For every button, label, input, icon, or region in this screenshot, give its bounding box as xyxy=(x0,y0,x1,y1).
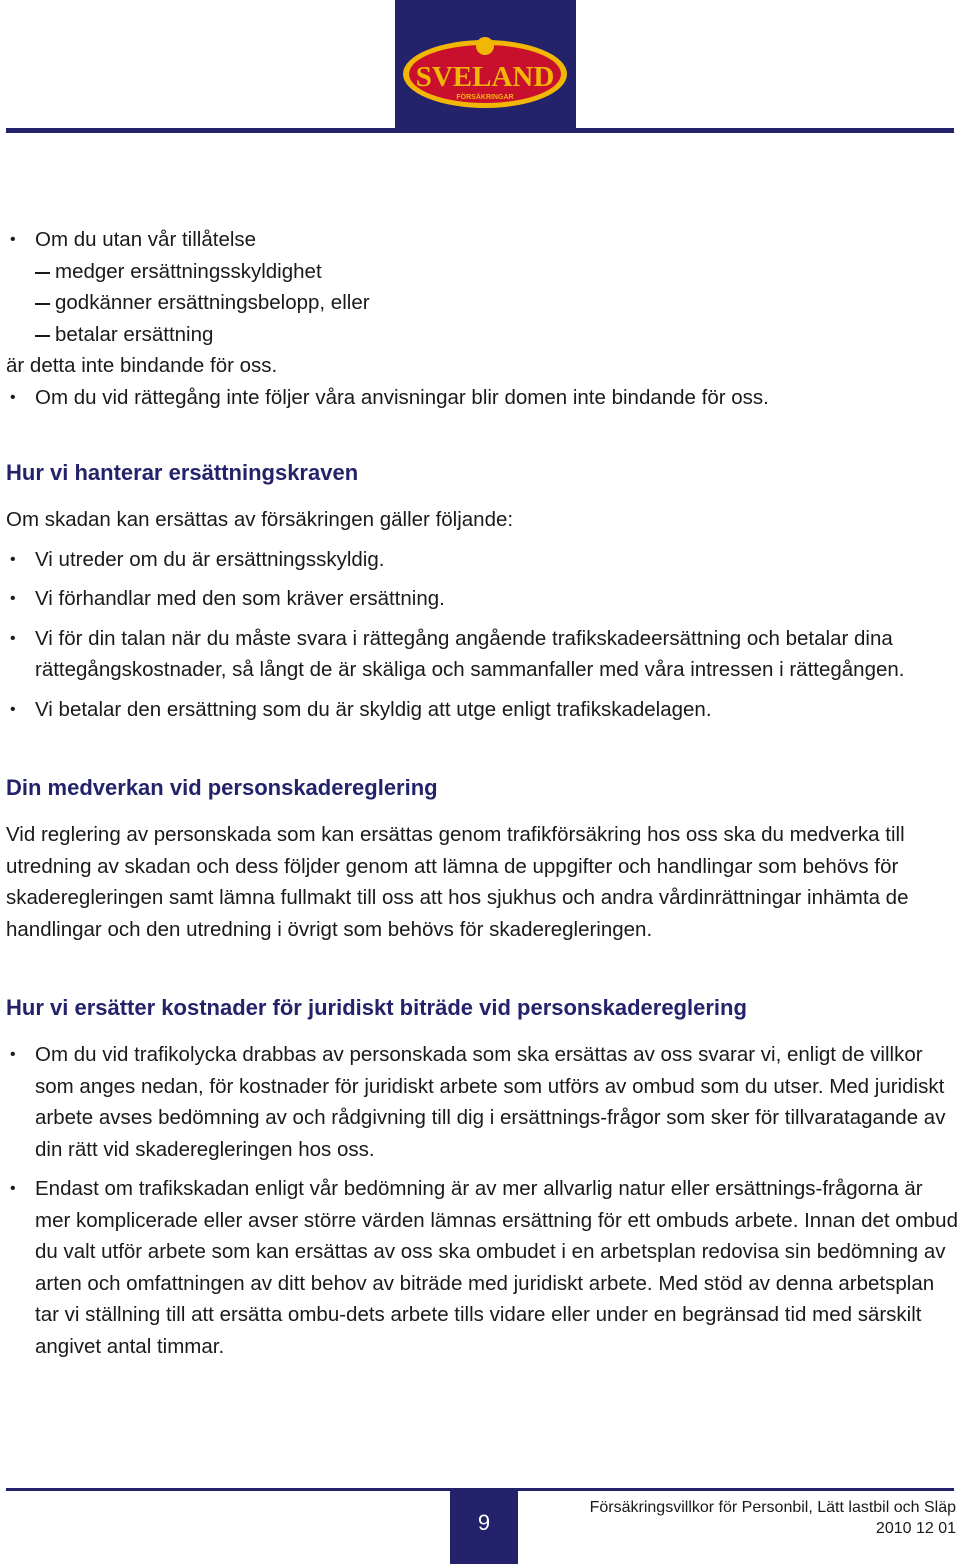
document-title: Försäkringsvillkor för Personbil, Lätt lastbil och Släp xyxy=(589,1499,956,1516)
footer-info xyxy=(590,1497,956,1539)
header-rule xyxy=(6,128,954,133)
list-item: • Endast om trafikskadan enligt vår bedömning är av mer allvarlig natur eller ersättnings-frågorna är mer komplicerade eller avser större värden lämnas ersättning för ett ombuds arbete. Innan det ombud du valt utför arbete som kan ersättas av oss ska ombudet i en arbetsplan redovisa sin bedömning av arten och omfattningen av ditt behov av biträde med juridiskt arbete. Med stöd av denna arbetsplan tar vi ställning till att ersätta ombu-dets arbete tills vidare eller under en begränsad tid med särskilt angivet antal timmar. xyxy=(6,1173,958,1362)
conditions-list xyxy=(6,224,958,350)
dash-item: medger ersättningsskyldighet xyxy=(35,256,958,288)
dash-item: godkänner ersättningsbelopp, eller xyxy=(35,287,958,319)
list-item: • Vi utreder om du är ersättningsskyldig. xyxy=(6,544,958,576)
section-heading: Hur vi hanterar ersättningskraven xyxy=(6,460,359,485)
document-date: 2010 12 01 xyxy=(875,1520,956,1537)
list-item: • Om du vid rättegång inte följer våra anvisningar blir domen inte bindande för oss. xyxy=(6,382,958,414)
conditions-list-2 xyxy=(6,382,958,414)
dash-item: betalar ersättning xyxy=(35,319,958,351)
page-number: 9 xyxy=(450,1491,518,1564)
logo-subtext: FÖRSÄKRINGAR xyxy=(456,94,514,101)
list-item: • Vi förhandlar med den som kräver ersättning. xyxy=(6,583,958,615)
bullet-text: Om du utan vår tillåtelse xyxy=(35,228,257,251)
logo-crown-icon xyxy=(476,37,494,55)
section-heading: Hur vi ersätter kostnader för juridiskt biträde vid personskadereglering xyxy=(6,995,747,1020)
legal-costs-list xyxy=(6,1039,958,1362)
page-content xyxy=(6,224,958,1370)
paragraph: Vid reglering av personskada som kan ersättas genom trafikförsäkring hos oss ska du medverka till utredning av skadan och dess följder genom att lämna de uppgifter och handlingar som behövs för skaderegleringen samt lämna fullmakt till oss att hos sjukhus och andra vårdinrättningar inhämta de handlingar och den utredning i övrigt som behövs för skaderegleringen. xyxy=(6,823,909,941)
handling-list xyxy=(6,544,958,726)
list-item: • Om du vid trafikolycka drabbas av personskada som ska ersättas av oss svarar vi, enligt de villkor som anges nedan, för kostnader för juridiskt arbete som utförs av ombud som du utser. Med juridiskt arbete avses bedömning av och rådgivning till dig i ersättnings-frågor som sker för tillvaratagande av din rätt vid skaderegleringen hos oss. xyxy=(6,1039,958,1165)
logo-wordmark: SVELAND xyxy=(415,61,555,93)
list-item xyxy=(6,224,958,350)
logo-panel xyxy=(395,0,576,132)
paragraph: är detta inte bindande för oss. xyxy=(6,354,278,377)
sveland-logo xyxy=(395,0,576,132)
list-item: • Vi betalar den ersättning som du är skyldig att utge enligt trafikskadelagen. xyxy=(6,694,958,726)
dash-list xyxy=(35,256,958,351)
list-item: • Vi för din talan när du måste svara i rättegång angående trafikskadeersättning och betalar dina rättegångskostnader, så långt de är skäliga och sammanfaller med våra intressen i rättegången. xyxy=(6,623,958,686)
section-heading: Din medverkan vid personskadereglering xyxy=(6,775,438,800)
paragraph: Om skadan kan ersättas av försäkringen gäller följande: xyxy=(6,508,514,531)
